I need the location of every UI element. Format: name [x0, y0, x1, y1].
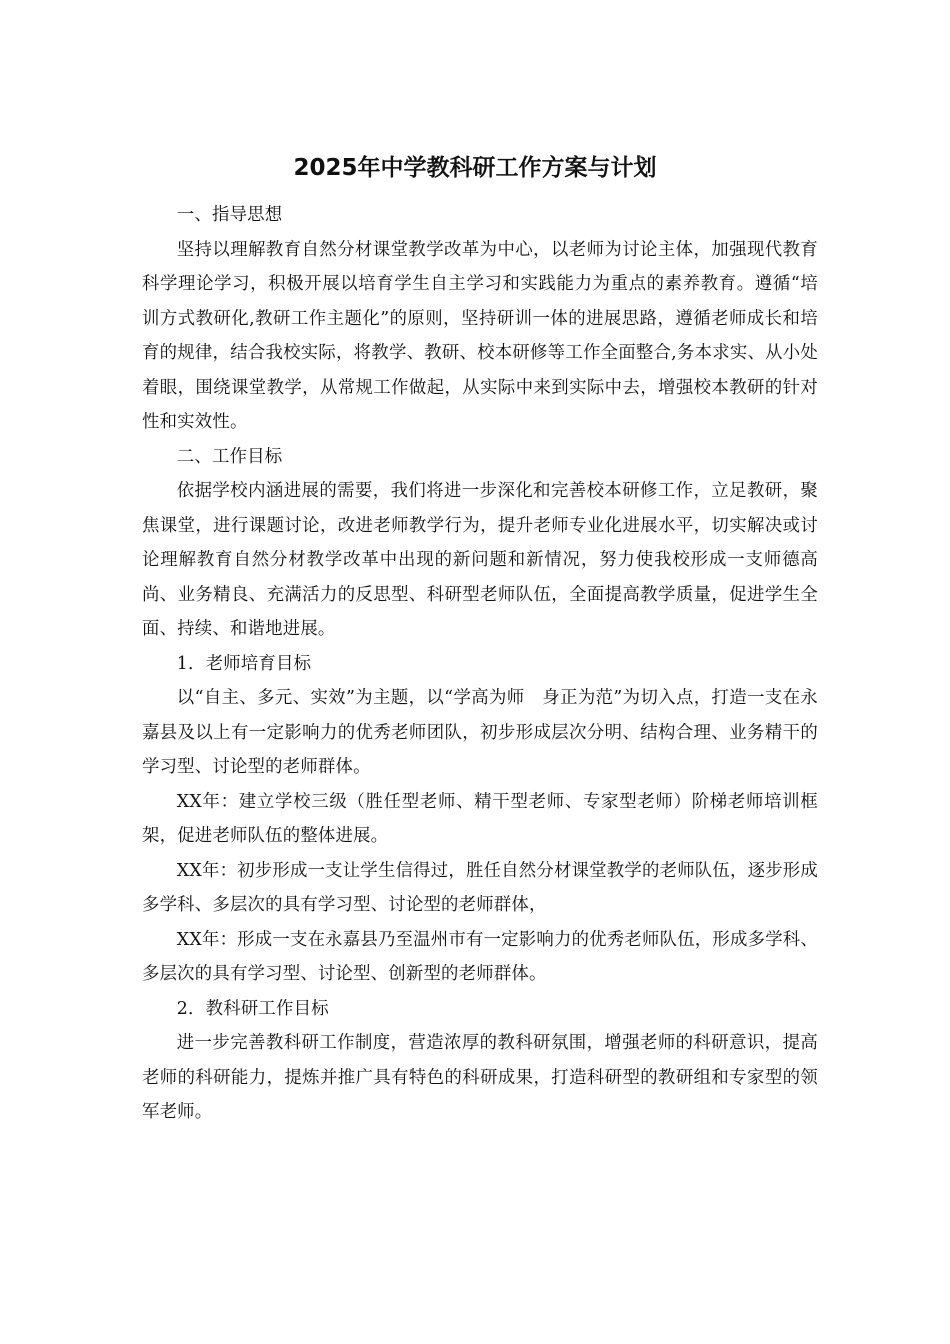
paragraph-work-goals: 依据学校内涵进展的需要，我们将进一步深化和完善校本研修工作，立足教研，聚焦课堂，进行课题讨论，改进老师教学行为，提升老师专业化进展水平，切实解决或讨论理解教育自然分材教学改革中出现的新问题和新情况，努力使我校形成一支师德高尚、业务精良、充满活力的反思型、科研型老师队伍，全面提高教学质量，促进学生全面、持续、和谐地进展。 — [142, 481, 818, 639]
heading-guiding-ideology: 一、指导思想 — [176, 205, 283, 225]
paragraph-teacher-training-goals: 以“自主、多元、实效”为主题，以“学高为师 身正为范”为切入点，打造一支在永嘉县及以上有一定影响力的优秀老师团队，初步形成层次分明、结构合理、业务精干的学习型、讨论型的老师群体。 — [142, 688, 818, 777]
paragraph-guiding-ideology: 坚持以理解教育自然分材课堂教学改革为中心，以老师为讨论主体，加强现代教育科学理论学习，积极开展以培育学生自主学习和实践能力为重点的素养教育。遵循“培训方式教研化,教研工作主题化”的原则，坚持研训一体的进展思路，遵循老师成长和培育的规律，结合我校实际，将教学、教研、校本研修等工作全面整合,务本求实、从小处着眼，围绕课堂教学，从常规工作做起，从实际中来到实际中去，增强校本教研的针对性和实效性。 — [142, 239, 818, 432]
document-title: 2025年中学教科研工作方案与计划 — [293, 155, 657, 181]
paragraph-year-3: XX年：形成一支在永嘉县乃至温州市有一定影响力的优秀老师队伍，形成多学科、多层次的具有学习型、讨论型、创新型的老师群体。 — [142, 929, 818, 984]
paragraph-year-1: XX年：建立学校三级（胜任型老师、精干型老师、专家型老师）阶梯老师培训框架，促进老师队伍的整体进展。 — [142, 791, 818, 846]
document-body — [142, 198, 818, 1130]
paragraph-research-goals: 进一步完善教科研工作制度，营造浓厚的教科研氛围，增强老师的科研意识，提高老师的科研能力，提炼并推广具有特色的科研成果，打造科研型的教研组和专家型的领军老师。 — [142, 1033, 818, 1122]
heading-research-goals: 2．教科研工作目标 — [176, 998, 329, 1019]
heading-teacher-training-goals: 1．老师培育目标 — [176, 653, 312, 674]
paragraph-year-2: XX年：初步形成一支让学生信得过，胜任自然分材课堂教学的老师队伍，逐步形成多学科、多层次的具有学习型、讨论型的老师群体， — [142, 860, 818, 915]
heading-work-goals: 二、工作目标 — [176, 446, 283, 467]
